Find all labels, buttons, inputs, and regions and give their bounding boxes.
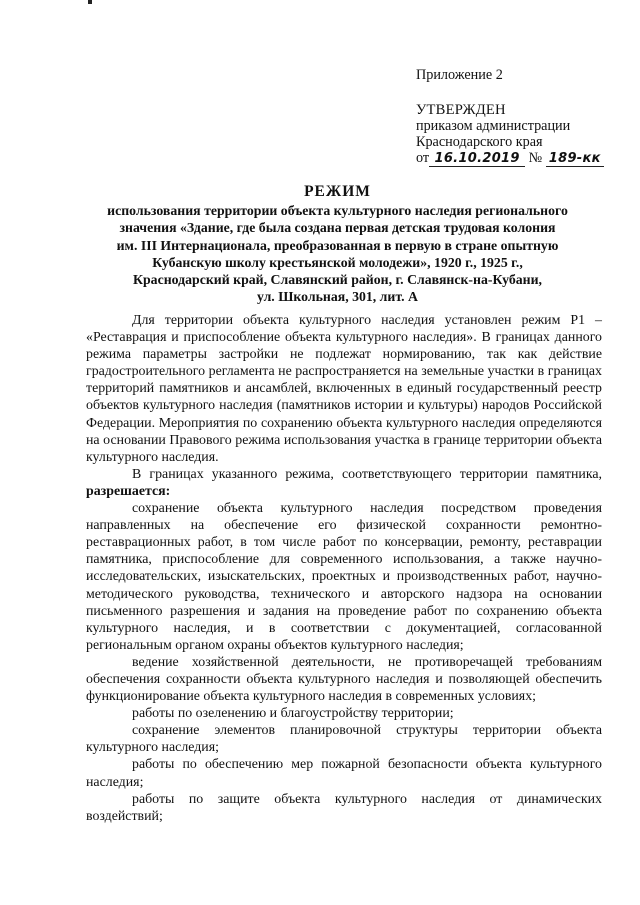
title-line: ул. Школьная, 301, лит. А bbox=[257, 289, 418, 305]
title-heading: РЕЖИМ bbox=[304, 183, 371, 200]
intro-paragraph: Для территории объекта культурного наследия установлен режим Р1 – «Реставрация и приспособление объекта культурного наследия». В границах данного режима параметры застройки не подлежат нормированию, так как действие градостроительного регламента не распространяется на земельные участки в границах территорий памятников и ансамблей, включенных в единый государственный реестр объектов культурного наследия (памятников истории и культуры) народов Российской Федерации. Мероприятия по сохранению объекта культурного наследия определяются на основании Правового режима использования участка в границе территории объекта культурного наследия. bbox=[86, 313, 602, 465]
approval-stamp bbox=[416, 102, 604, 167]
approval-date-line bbox=[416, 150, 604, 167]
allowed-bold: разрешается: bbox=[86, 483, 171, 499]
allowed-prefix: В границах указанного режима, соответствующего территории памятника, bbox=[132, 466, 602, 482]
handwritten-date: 16.10.2019 bbox=[429, 152, 525, 167]
allowed-paragraph bbox=[86, 466, 602, 500]
appendix-label: Приложение 2 bbox=[416, 67, 503, 83]
list-item: работы по обеспечению мер пожарной безопасности объекта культурного наследия; bbox=[86, 757, 602, 790]
list-item: работы по озеленению и благоустройству территории; bbox=[132, 706, 454, 722]
list-item: сохранение элементов планировочной структуры территории объекта культурного наследия; bbox=[86, 723, 602, 756]
list-item: работы по защите объекта культурного наследия от динамических воздействий; bbox=[86, 791, 602, 824]
from-label: от bbox=[416, 150, 430, 166]
handwritten-number: 189-кк bbox=[546, 152, 604, 167]
approval-line-2: Краснодарского края bbox=[416, 134, 543, 150]
approved-label: УТВЕРЖДЕН bbox=[416, 102, 506, 118]
title-line: им. III Интернационала, преобразованная в первую в стране опытную bbox=[116, 237, 559, 253]
list-item: сохранение объекта культурного наследия посредством проведения направленных на обеспечение его физической сохранности ремонтно-реставрационных работ, в том числе работ по консервации, ремонту, реставрации памятника, приспособление для современного использования, а также научно-исследовательских, изыскательских, проектных и производственных работ, научно-методического руководства, технического и авторского надзора на основании письменного разрешения и задания на проведение работ по сохранению объекта культурного наследия, и в соответствии с документацией, согласованной региональным органом охраны объектов культурного наследия; bbox=[86, 501, 602, 653]
title-line: использования территории объекта культурного наследия регионального bbox=[107, 203, 568, 218]
approval-line-1: приказом администрации bbox=[416, 118, 571, 134]
title-line: Краснодарский край, Славянский район, г. Славянск-на-Кубани, bbox=[133, 272, 542, 288]
title-line: значения «Здание, где была создана первая детская трудовая колония bbox=[119, 220, 556, 236]
list-item: ведение хозяйственной деятельности, не противоречащей требованиям обеспечения сохранности объекта культурного наследия и позволяющей обеспечить функционирование объекта культурного наследия в современных условиях; bbox=[86, 654, 602, 705]
document-title bbox=[70, 182, 605, 306]
scan-mark bbox=[88, 0, 92, 4]
document-body bbox=[86, 312, 602, 825]
number-sign: № bbox=[528, 150, 543, 166]
title-line: Кубанскую школу крестьянской молодежи», 1920 г., 1925 г., bbox=[152, 254, 523, 270]
